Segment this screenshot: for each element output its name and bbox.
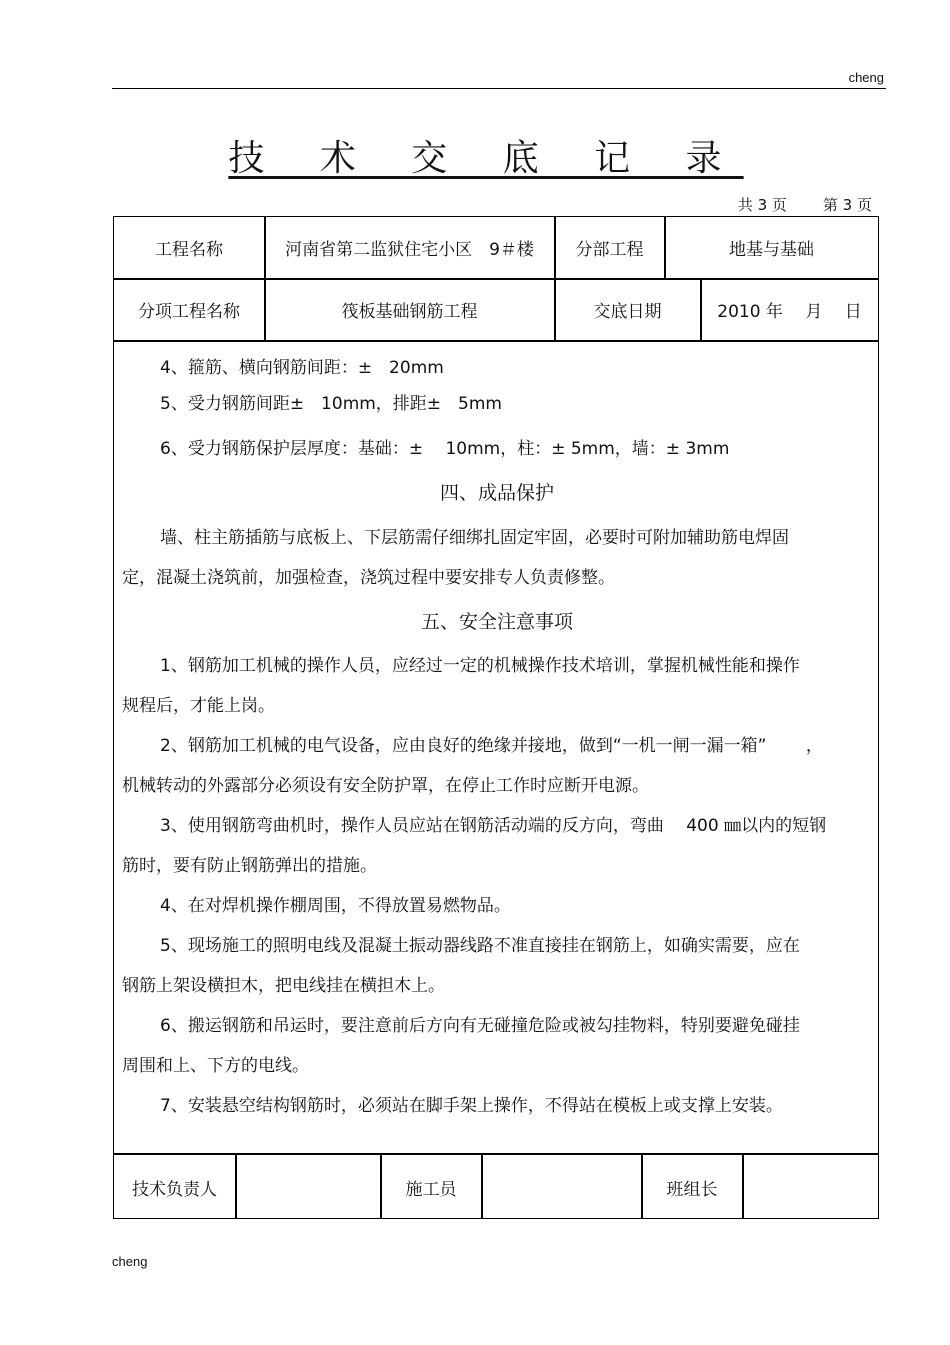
header-author: cheng — [848, 70, 884, 85]
page-count — [738, 194, 872, 215]
date-value: 2010 年 月 日 — [717, 302, 862, 322]
body-line: 5、受力钢筋间距± 10mm，排距± 5mm — [160, 394, 502, 414]
body-line: 4、箍筋、横向钢筋间距：± 20mm — [160, 358, 444, 378]
body-line: 5、现场施工的照明电线及混凝土振动器线路不准直接挂在钢筋上，如确实需要，应在 — [160, 936, 800, 956]
subproject-label: 分项工程名称 — [138, 302, 240, 322]
constructor-label: 施工员 — [405, 1179, 457, 1200]
document-title — [0, 130, 950, 181]
project-label: 工程名称 — [155, 240, 223, 260]
body-line: 钢筋上架设横担木，把电线挂在横担木上。 — [122, 976, 445, 996]
header-rule — [112, 88, 886, 89]
body-line: 墙、柱主筋插筋与底板上、下层筋需仔细绑扎固定牢固，必要时可附加辅助筋电焊固 — [160, 528, 789, 548]
body-line: 3、使用钢筋弯曲机时，操作人员应站在钢筋活动端的反方向，弯曲 400 ㎜以内的短钢 — [160, 816, 827, 836]
team-leader-label: 班组长 — [666, 1179, 718, 1200]
tech-lead-signature-field — [236, 1154, 380, 1220]
body-line: 1、钢筋加工机械的操作人员，应经过一定的机械操作技术培训，掌握机械性能和操作 — [160, 656, 800, 676]
subproject-value: 筏板基础钢筋工程 — [341, 302, 478, 322]
tech-lead-label: 技术负责人 — [132, 1179, 217, 1200]
team-leader-signature-field — [743, 1154, 878, 1220]
section-heading: 四、成品保护 — [439, 482, 554, 504]
body-line: 筋时，要有防止钢筋弹出的措施。 — [122, 856, 377, 876]
date-label: 交底日期 — [593, 302, 662, 322]
body-line: 4、在对焊机操作棚周围，不得放置易燃物品。 — [160, 896, 511, 916]
body-line: 2、钢筋加工机械的电气设备，应由良好的绝缘并接地，做到“一机一闸一漏一箱” ， — [160, 736, 823, 756]
title-text: 技 术 交 底 记 录 — [228, 138, 744, 179]
page-total: 共 3 页 — [737, 196, 787, 214]
body-line: 机械转动的外露部分必须设有安全防护罩，在停止工作时应断开电源。 — [122, 776, 649, 796]
body-line: 6、搬运钢筋和吊运时，要注意前后方向有无碰撞危险或被勾挂物料，特别要避免碰挂 — [160, 1016, 800, 1036]
constructor-signature-field — [482, 1154, 641, 1220]
body-line: 定，混凝土浇筑前，加强检查，浇筑过程中要安排专人负责修整。 — [122, 568, 615, 588]
division-value: 地基与基础 — [729, 240, 814, 260]
project-value: 河南省第二监狱住宅小区 9＃楼 — [285, 240, 534, 260]
division-label: 分部工程 — [575, 240, 644, 260]
record-table — [113, 216, 879, 1219]
section-heading: 五、安全注意事项 — [420, 611, 573, 633]
page-current: 第 3 页 — [822, 196, 872, 214]
body-line: 6、受力钢筋保护层厚度：基础：± 10mm，柱：± 5mm，墙：± 3mm — [160, 439, 730, 459]
body-line: 7、安装悬空结构钢筋时，必须站在脚手架上操作，不得站在模板上或支撑上安装。 — [160, 1096, 783, 1116]
body-line: 规程后，才能上岗。 — [122, 696, 275, 716]
footer-author: cheng — [112, 1254, 148, 1269]
row-divider — [114, 340, 878, 342]
body-line: 周围和上、下方的电线。 — [122, 1056, 309, 1076]
